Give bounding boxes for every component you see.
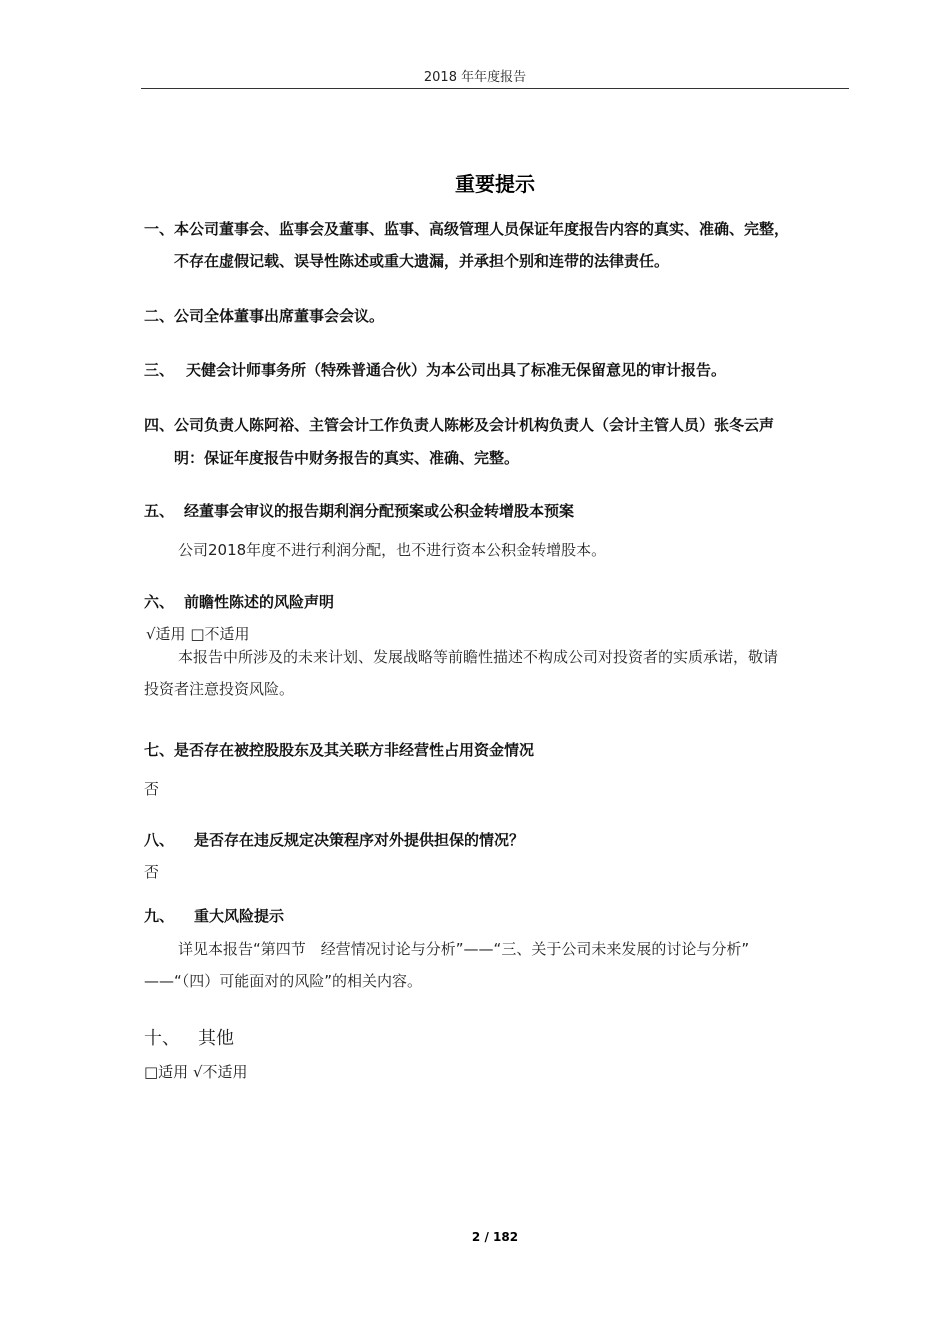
item-8-answer: 否	[144, 863, 160, 881]
item-9-heading	[144, 905, 856, 926]
item-8-number: 八、	[144, 831, 175, 849]
header-divider	[141, 88, 849, 89]
item-6-heading	[144, 591, 856, 612]
item-2-text: 公司全体董事出席董事会会议。	[174, 307, 385, 325]
item-3	[144, 359, 856, 380]
item-4-text: 公司负责人陈阿裕、主管会计工作负责人陈彬及会计机构负责人（会计主管人员）张冬云声	[174, 416, 775, 434]
item-10-text: 其他	[198, 1028, 234, 1049]
item-10-number: 十、	[144, 1028, 180, 1049]
item-7-text: 是否存在被控股股东及其关联方非经营性占用资金情况	[174, 741, 535, 759]
item-6-body-line2: 投资者注意投资风险。	[144, 680, 295, 698]
item-7-heading	[144, 739, 856, 760]
item-9-text: 重大风险提示	[194, 907, 285, 925]
item-6-applicable-option: √适用 □不适用	[146, 625, 250, 643]
item-8-text: 是否存在违反规定决策程序对外提供担保的情况？	[194, 831, 525, 849]
item-7-answer: 否	[144, 780, 160, 798]
item-4-line2: 明：保证年度报告中财务报告的真实、准确、完整。	[174, 449, 520, 467]
item-7-number: 七、	[144, 741, 175, 759]
item-3-text: 天健会计师事务所（特殊普通合伙）为本公司出具了标准无保留意见的审计报告。	[186, 361, 727, 379]
item-4-number: 四、	[144, 416, 175, 434]
item-9-number: 九、	[144, 907, 175, 925]
item-1-number: 一、	[144, 220, 175, 238]
item-1-line1	[144, 218, 856, 239]
item-1-text: 本公司董事会、监事会及董事、监事、高级管理人员保证年度报告内容的真实、准确、完整，	[174, 220, 790, 238]
item-9-body-line2: ——“（四）可能面对的风险”的相关内容。	[144, 972, 423, 990]
item-2-number: 二、	[144, 307, 175, 325]
document-title: 重要提示	[455, 172, 535, 196]
item-10-applicable-option: □适用 √不适用	[144, 1063, 248, 1081]
item-5-text: 经董事会审议的报告期利润分配预案或公积金转增股本预案	[184, 502, 575, 520]
item-5-body: 公司2018年度不进行利润分配，也不进行资本公积金转增股本。	[178, 541, 607, 559]
header-title: 2018 年年度报告	[423, 70, 527, 85]
item-8-heading	[144, 829, 856, 850]
item-3-number: 三、	[144, 361, 175, 379]
item-9-body-line1: 详见本报告“第四节 经营情况讨论与分析”——“三、关于公司未来发展的讨论与分析”	[178, 940, 750, 958]
item-5-heading	[144, 500, 856, 521]
item-5-number: 五、	[144, 502, 175, 520]
item-1-line2: 不存在虚假记载、误导性陈述或重大遗漏，并承担个别和连带的法律责任。	[174, 252, 670, 270]
item-2	[144, 305, 856, 326]
item-6-text: 前瞻性陈述的风险声明	[184, 593, 335, 611]
page-number: 2 / 182	[471, 1230, 519, 1244]
item-6-body-line1: 本报告中所涉及的未来计划、发展战略等前瞻性描述不构成公司对投资者的实质承诺，敬请	[178, 648, 779, 666]
item-10-heading	[144, 1024, 856, 1050]
item-4-line1	[144, 414, 856, 435]
item-6-number: 六、	[144, 593, 175, 611]
